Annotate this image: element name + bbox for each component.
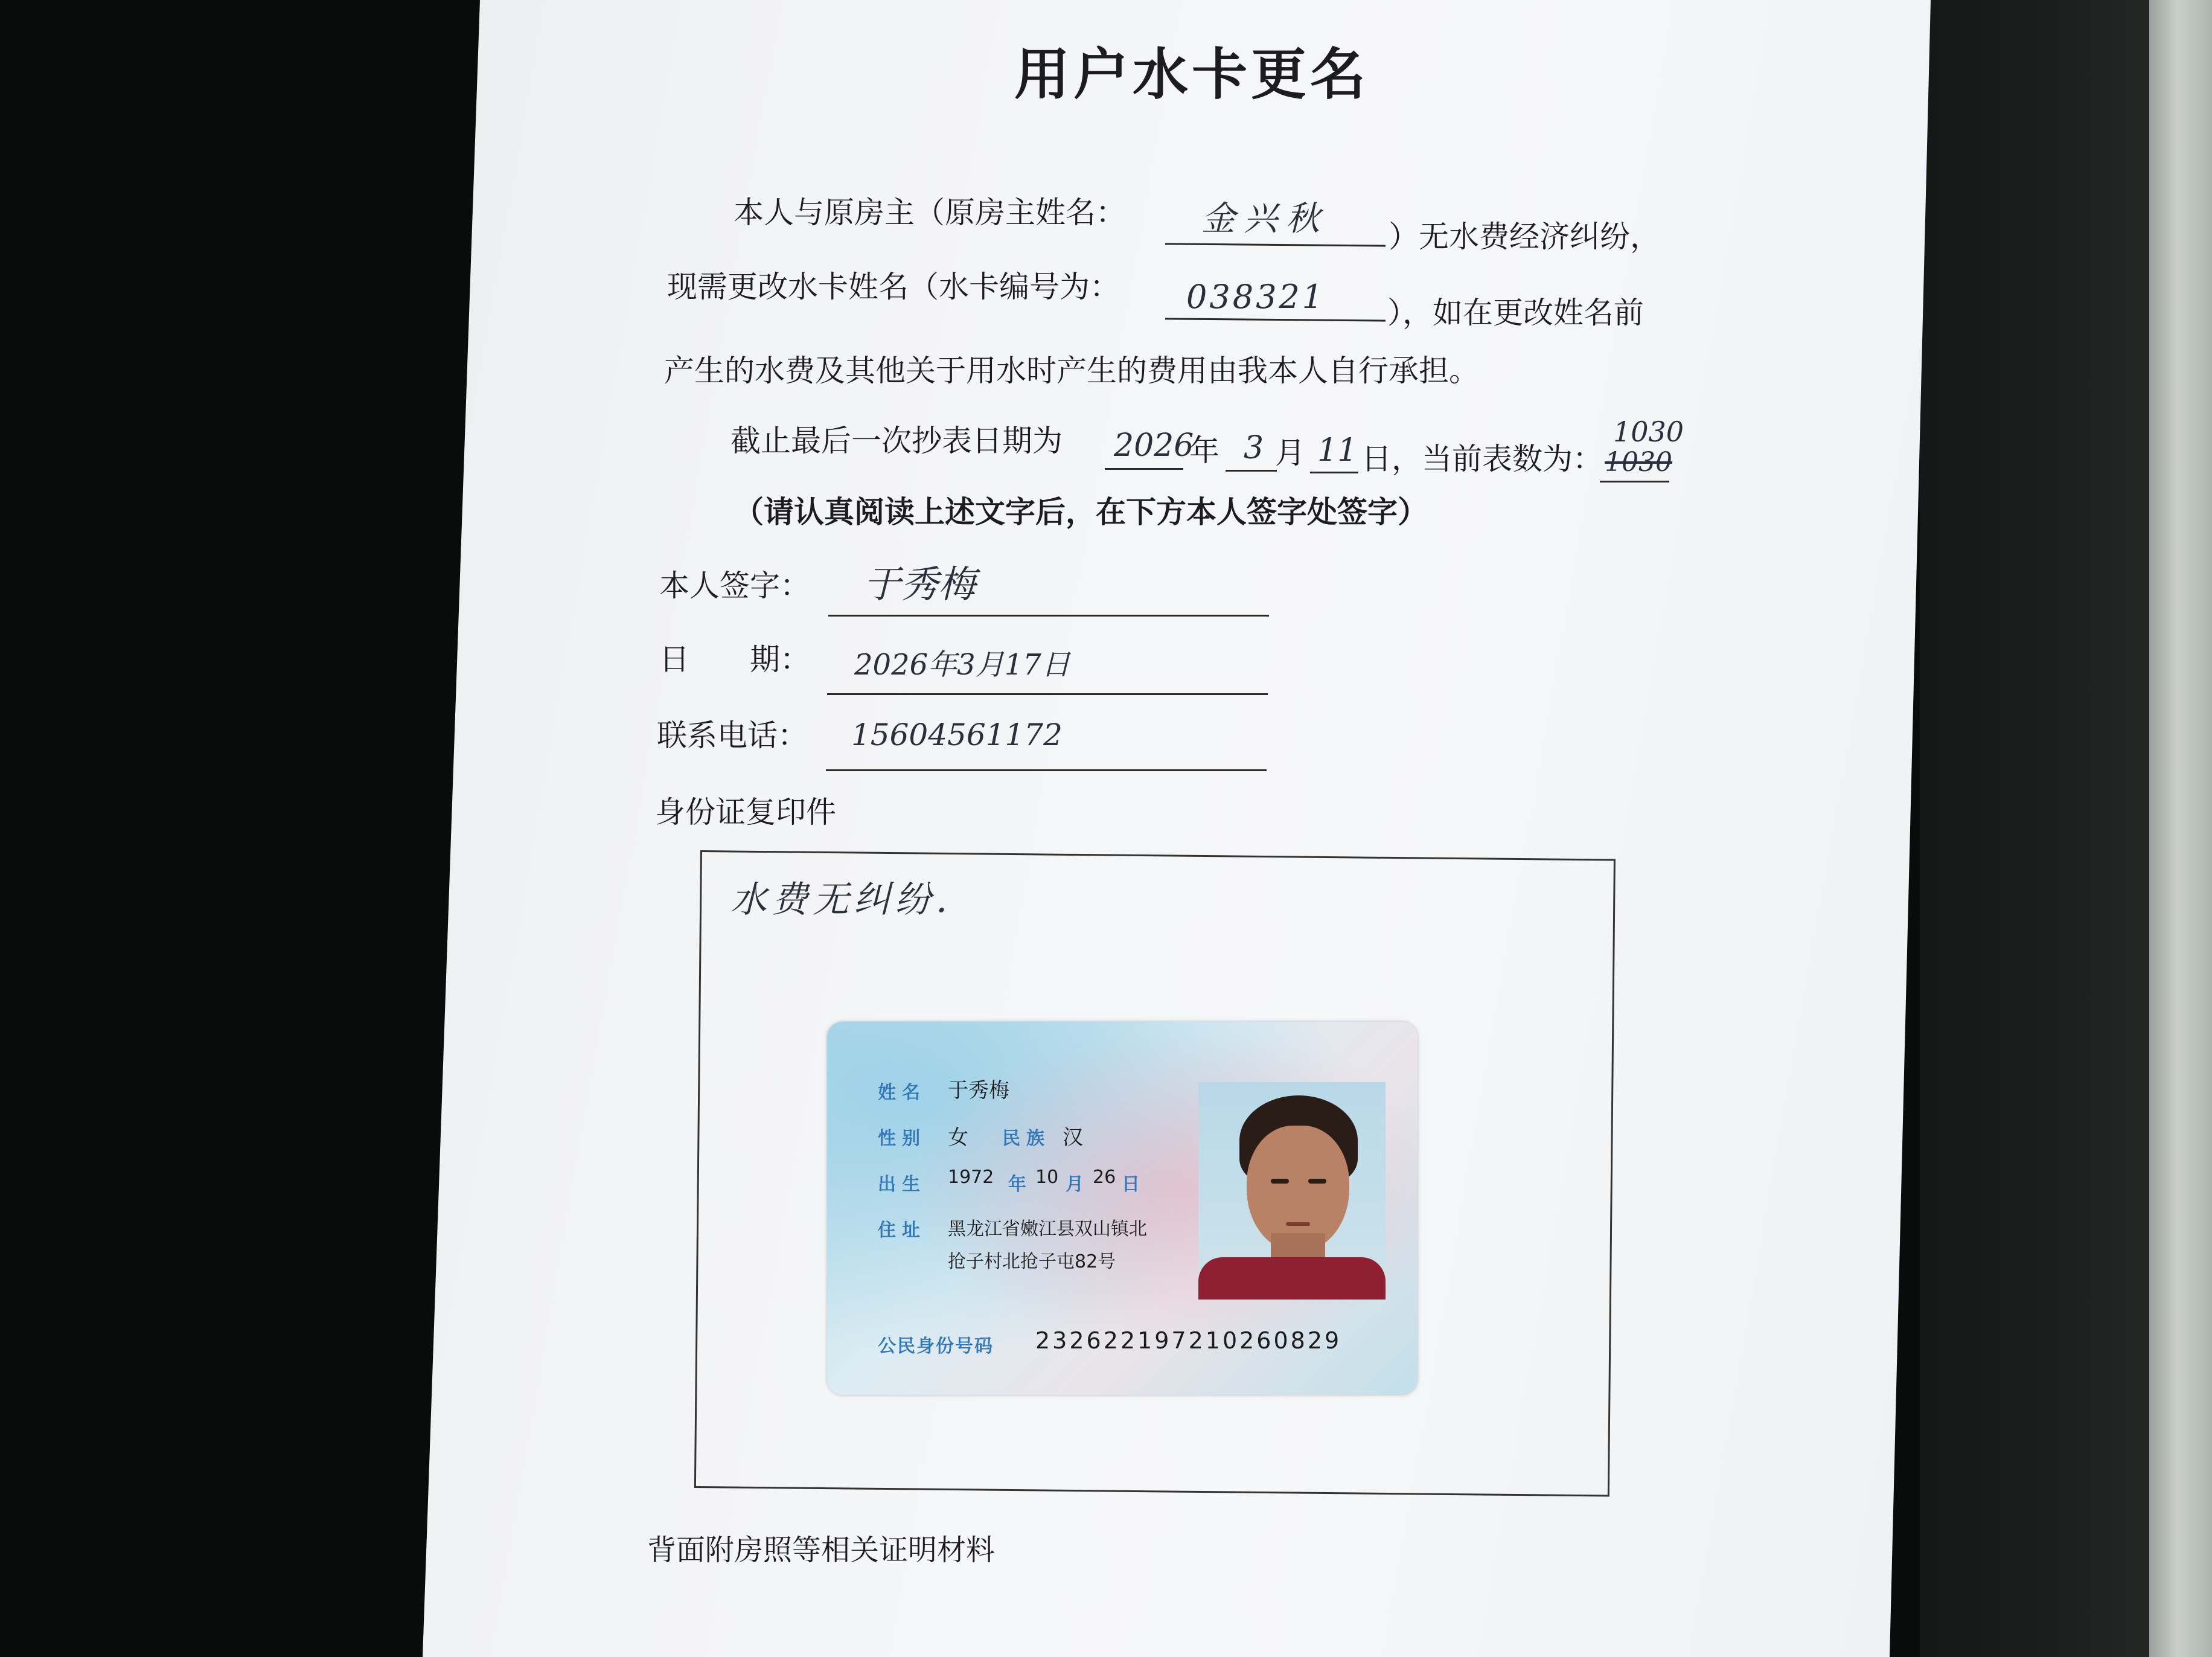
id-card xyxy=(827,1022,1418,1395)
background-wall-strip xyxy=(2149,0,2212,1657)
id-photo xyxy=(1198,1082,1386,1300)
year-label: 年 xyxy=(1189,433,1219,468)
footer-note: 背面附房照等相关证明材料 xyxy=(647,1533,996,1567)
id-ethnicity: 汉 xyxy=(1063,1126,1083,1150)
signature-underline xyxy=(828,615,1269,617)
line4-prefix: 截止最后一次抄表日期为 xyxy=(730,423,1063,458)
id-birth-month-unit: 月 xyxy=(1066,1174,1084,1195)
meter-underline xyxy=(1600,481,1669,482)
id-name: 于秀梅 xyxy=(948,1078,1009,1103)
month-label: 月 xyxy=(1275,435,1305,470)
id-name-label: 姓名 xyxy=(878,1082,926,1103)
year-underline xyxy=(1105,468,1183,470)
id-sex: 女 xyxy=(948,1126,968,1150)
month-underline xyxy=(1226,470,1277,472)
day-and-reading-label: 日，当前表数为： xyxy=(1361,441,1603,476)
id-address-label: 住址 xyxy=(878,1220,926,1241)
id-address-line2: 抢子村北抢子屯82号 xyxy=(948,1251,1116,1272)
handwritten-card-number: 038321 xyxy=(1186,278,1326,316)
id-birth-day: 26 xyxy=(1093,1167,1116,1188)
line2-suffix: ），如在更改姓名前 xyxy=(1387,295,1644,330)
handwritten-note: 水费无纠纷. xyxy=(730,879,953,921)
handwritten-reading-day: 11 xyxy=(1317,432,1358,469)
handwritten-meter-crossed: 1030 xyxy=(1605,447,1672,478)
id-number: 232622197210260829 xyxy=(1035,1327,1342,1354)
id-number-label: 公民身份号码 xyxy=(878,1336,994,1357)
id-birth-day-unit: 日 xyxy=(1122,1174,1140,1195)
signature-label: 本人签字： xyxy=(659,568,810,603)
id-address-line1: 黑龙江省嫩江县双山镇北 xyxy=(948,1219,1147,1240)
handwritten-reading-month: 3 xyxy=(1244,430,1264,466)
id-birth-month: 10 xyxy=(1035,1167,1059,1188)
date-label: 日 期： xyxy=(659,642,810,677)
date-underline xyxy=(827,693,1268,695)
handwritten-reading-year: 2026 xyxy=(1114,428,1194,464)
handwritten-original-owner: 金兴秋 xyxy=(1201,199,1328,239)
id-ethnicity-label: 民族 xyxy=(1002,1128,1050,1149)
phone-label: 联系电话： xyxy=(657,718,808,753)
form-title: 用户水卡更名 xyxy=(1014,42,1370,107)
id-birth-year: 1972 xyxy=(948,1167,994,1188)
line2-prefix: 现需更改水卡姓名（水卡编号为： xyxy=(667,269,1120,304)
handwritten-date: 2026年3月17日 xyxy=(854,648,1070,682)
line1-suffix: ）无水费经济纠纷， xyxy=(1389,219,1660,254)
id-sex-label: 性别 xyxy=(878,1128,926,1149)
id-birth-year-unit: 年 xyxy=(1008,1174,1026,1195)
id-copy-label: 身份证复印件 xyxy=(655,795,836,830)
id-birth-label: 出生 xyxy=(878,1174,926,1195)
line1-prefix: 本人与原房主（原房主姓名： xyxy=(734,195,1126,230)
day-underline xyxy=(1310,472,1358,473)
phone-underline xyxy=(826,769,1267,771)
signing-instruction: （请认真阅读上述文字后，在下方本人签字处签字） xyxy=(734,495,1428,530)
handwritten-meter-corrected: 1030 xyxy=(1613,415,1684,448)
handwritten-phone: 15604561172 xyxy=(851,717,1063,752)
line3: 产生的水费及其他关于用水时产生的费用由我本人自行承担。 xyxy=(664,353,1479,388)
handwritten-signature: 于秀梅 xyxy=(863,562,976,606)
